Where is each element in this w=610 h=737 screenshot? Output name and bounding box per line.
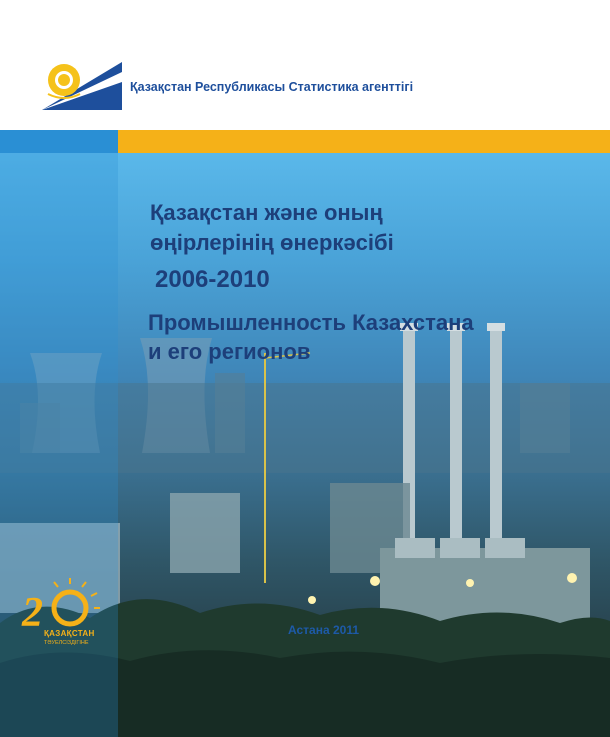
title-kazakh (150, 198, 394, 258)
header (0, 0, 610, 130)
title-russian (148, 308, 474, 366)
band-gold (118, 130, 610, 153)
title-russian-line2: и его регионов (148, 339, 311, 364)
title-kazakh-line2: өңірлерінің өнеркәсібі (150, 230, 394, 255)
title-kazakh-line1: Қазақстан және оның (150, 200, 383, 225)
city-year: Астана 2011 (288, 623, 360, 637)
svg-text:2: 2 (22, 590, 43, 636)
anniversary-line1: ҚАЗАҚСТАН (44, 629, 95, 638)
title-russian-line1: Промышленность Казахстана (148, 310, 474, 335)
band-blue (0, 130, 118, 153)
agency-logo-icon (42, 58, 122, 110)
agency-name: Қазақстан Республикасы Статистика агенттігі (130, 80, 414, 94)
years-range: 2006-2010 (155, 266, 270, 293)
anniversary-line2: ТӘУЕЛСІЗДІГІНЕ (44, 640, 89, 646)
